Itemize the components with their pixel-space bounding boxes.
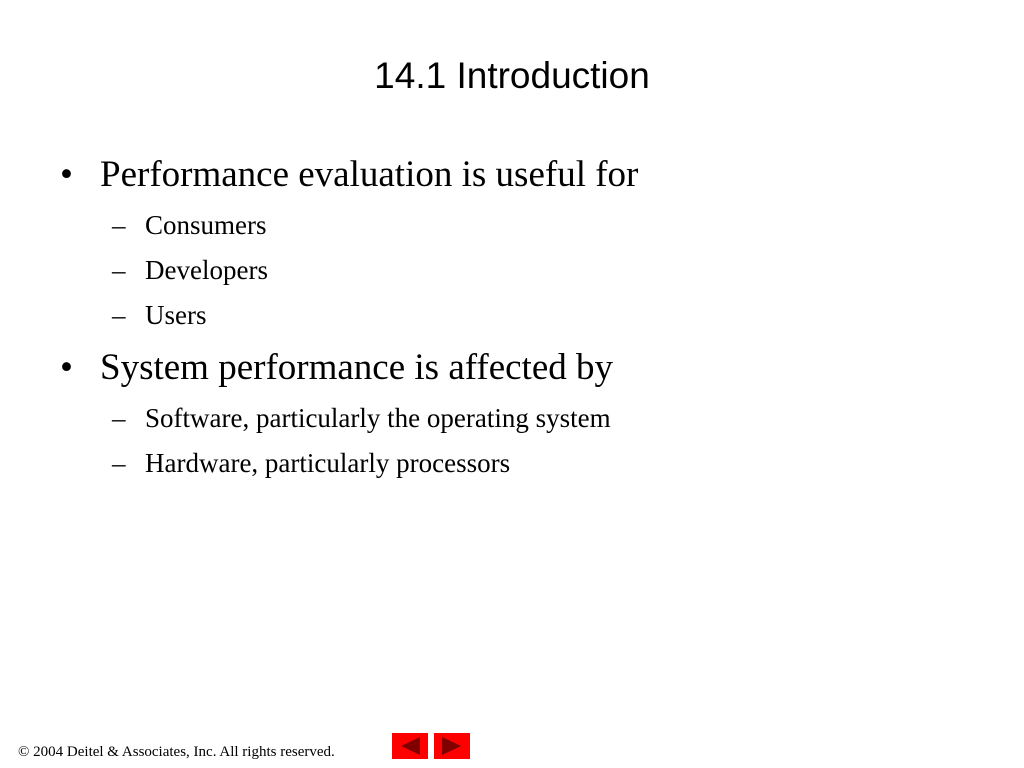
bullet-item: [60, 153, 638, 197]
bullet-text: Performance evaluation is useful for: [100, 154, 639, 195]
sub-item-text: Hardware, particularly processors: [145, 448, 511, 478]
bullet-item: [60, 346, 613, 390]
sub-item: [112, 446, 510, 480]
right-arrow-icon: [434, 733, 470, 759]
copyright-icon: ©: [18, 744, 30, 760]
dash-marker: –: [112, 448, 126, 478]
bullet-marker: •: [60, 347, 73, 388]
left-arrow-icon: [392, 733, 428, 759]
dash-marker: –: [112, 210, 126, 240]
next-slide-button[interactable]: [434, 733, 470, 759]
dash-marker: –: [112, 300, 126, 330]
sub-item: [112, 208, 267, 242]
sub-item-text: Software, particularly the operating system: [145, 403, 611, 433]
slide-title: 14.1 Introduction: [374, 55, 650, 96]
sub-item: [112, 401, 611, 435]
sub-item-text: Developers: [145, 255, 268, 285]
sub-item: [112, 253, 268, 287]
bullet-text: System performance is affected by: [100, 347, 614, 388]
dash-marker: –: [112, 255, 126, 285]
dash-marker: –: [112, 403, 126, 433]
copyright-text: 2004 Deitel & Associates, Inc. All rights reserved.: [33, 744, 335, 760]
bullet-marker: •: [60, 154, 73, 195]
sub-item: [112, 298, 207, 332]
sub-item-text: Consumers: [145, 210, 267, 240]
copyright-footer: [18, 742, 335, 762]
previous-slide-button[interactable]: [392, 733, 428, 759]
sub-item-text: Users: [145, 300, 207, 330]
